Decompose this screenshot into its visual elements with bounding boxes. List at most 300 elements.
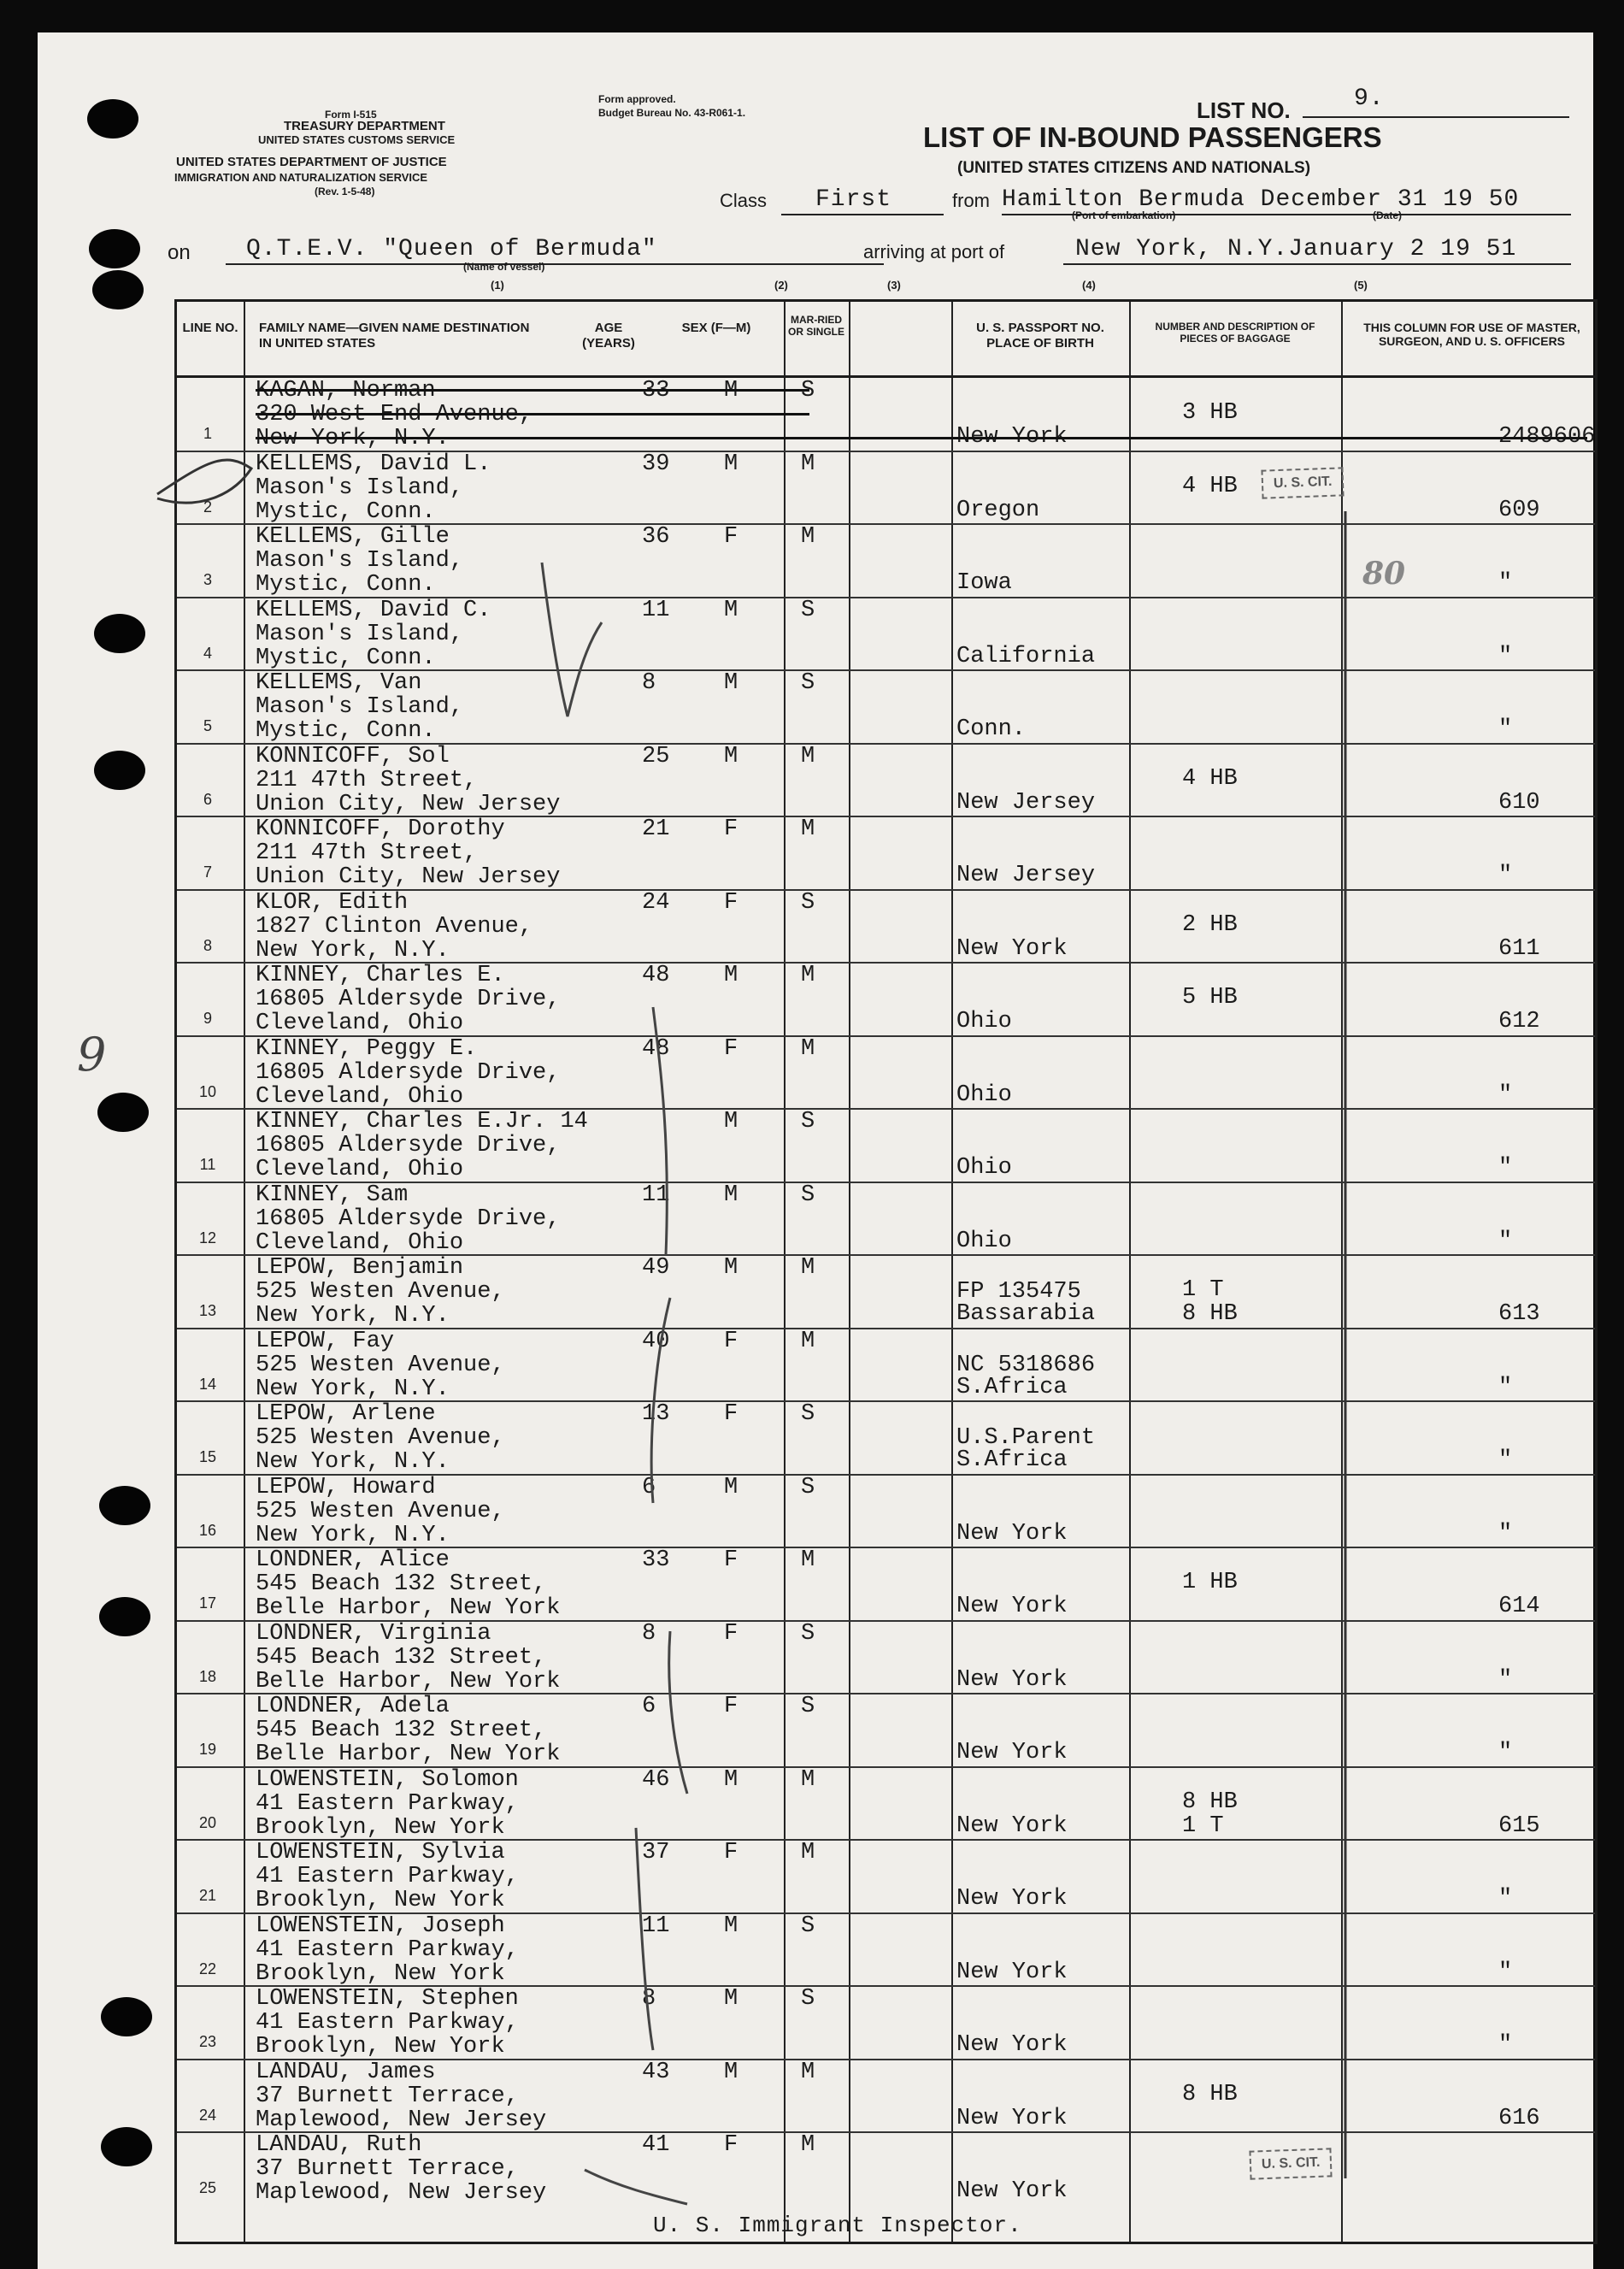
passenger-name: KINNEY, Charles E. [256,963,505,988]
officer-number: " [1498,1886,1513,1912]
row-divider [177,1474,1595,1476]
officer-bracket-line [1337,511,1354,2187]
place-of-birth: New York [956,2032,1068,2058]
line-number: 3 [203,571,212,588]
row-divider [177,523,1595,525]
col-num-5: (5) [1354,279,1368,292]
table-row [177,1839,1595,1912]
passenger-age: 24 [642,889,670,916]
passenger-sex: M [724,378,738,404]
passenger-sex: M [724,1766,738,1793]
passenger-sex: F [724,1840,738,1865]
class-value: First [815,186,892,213]
officer-number: 613 [1498,1301,1540,1327]
form-number: Form I-515 [325,109,377,121]
table-row [177,597,1595,669]
table-row [177,1693,1595,1765]
passenger-address: Mason's Island, [256,621,464,647]
passenger-city: Mystic, Conn. [256,498,436,525]
passenger-sex: F [724,889,738,916]
passenger-age: 13 [642,1401,670,1427]
row-divider [177,2131,1595,2133]
marital-status: M [801,963,815,988]
passenger-address: 37 Burnett Terrace, [256,2156,519,2182]
passenger-city: Brooklyn, New York [256,1888,505,1913]
passenger-age: 11 [642,597,670,623]
strike-through [256,413,809,415]
binder-hole [99,1486,150,1525]
officer-number: " [1498,1228,1513,1254]
binder-hole [94,751,145,790]
passenger-address: Mason's Island, [256,474,464,501]
place-of-birth: New York [956,1666,1068,1693]
passenger-city: Cleveland, Ohio [256,1011,464,1036]
row-divider [177,743,1595,745]
officer-number: 609 [1498,497,1540,523]
place-of-birth: New York [956,1594,1068,1619]
passenger-age: 6 [642,1694,656,1719]
line-number: 4 [203,644,212,662]
place-of-birth: S.Africa [956,1374,1068,1400]
binder-hole [89,229,140,268]
marital-status: M [801,816,815,842]
binder-hole [99,1597,150,1636]
table-row [177,1547,1595,1619]
row-divider [177,1182,1595,1183]
passenger-address: 525 Westen Avenue, [256,1279,505,1305]
passenger-sex: M [724,451,738,477]
table-row [177,2059,1595,2131]
table-row [177,1766,1595,1839]
passenger-address: 41 Eastern Parkway, [256,2010,519,2036]
passenger-city: New York, N.Y. [256,1449,450,1475]
justice-dept: UNITED STATES DEPARTMENT OF JUSTICE [176,155,447,169]
margin-note: 9 [77,1028,107,1081]
port-caption: (Port of embarkation) [1072,209,1176,221]
row-divider [177,1328,1595,1329]
line-number: 8 [203,936,212,954]
passenger-city: Belle Harbor, New York [256,1595,561,1621]
passenger-sex: F [724,1547,738,1573]
strike-through [256,389,809,392]
marital-status: M [801,2059,815,2085]
baggage-count: 2 HB [1182,911,1238,938]
line-number: 12 [198,1229,217,1246]
table-row [177,1254,1595,1327]
us-citizen-stamp: U. S. CIT. [1261,467,1345,498]
col-married: MAR-RIED OR SINGLE [787,314,844,338]
passenger-city: Cleveland, Ohio [256,1157,464,1182]
place-of-birth: S.Africa [956,1447,1068,1473]
row-divider [177,889,1595,891]
line-number: 5 [203,717,212,734]
passenger-address: 41 Eastern Parkway, [256,1936,519,1963]
passenger-city: Belle Harbor, New York [256,1742,561,1767]
passenger-city: Mystic, Conn. [256,572,436,598]
line-number: 17 [198,1594,217,1612]
marital-status: M [801,1840,815,1865]
passenger-address: 16805 Aldersyde Drive, [256,1133,561,1158]
place-of-birth: Ohio [956,1009,1012,1034]
row-divider [177,1547,1595,1548]
manifest-title: LIST OF IN-BOUND PASSENGERS [923,121,1382,153]
passenger-age: 33 [642,1547,670,1573]
officer-number: " [1498,1155,1513,1181]
officer-number: 610 [1498,789,1540,816]
passenger-name: KINNEY, Charles E.Jr. 14 [256,1109,588,1134]
passenger-city: Brooklyn, New York [256,1814,505,1841]
passenger-address: 37 Burnett Terrace, [256,2083,519,2109]
passenger-address: 545 Beach 132 Street, [256,1644,547,1671]
officer-number: " [1498,570,1513,596]
line-number: 2 [203,498,212,516]
row-divider [177,1108,1595,1110]
place-of-birth: California [956,643,1096,669]
row-divider [177,451,1595,452]
passenger-address: 211 47th Street, [256,840,478,866]
table-row [177,451,1595,523]
line-number: 10 [198,1082,217,1100]
officer-number: " [1498,1447,1513,1473]
passenger-sex: F [724,1694,738,1719]
row-divider [177,2059,1595,2060]
col-age: AGE (YEARS) [582,321,635,351]
col-num-4: (4) [1082,279,1096,292]
passenger-name: LONDNER, Virginia [256,1620,491,1647]
passenger-age: 11 [642,1182,670,1208]
baggage-count: 1 T [1182,1277,1224,1303]
table-row [177,1985,1595,2058]
row-divider [177,1400,1595,1402]
marital-status: M [801,524,815,550]
passenger-sex: M [724,1255,738,1281]
row-divider [177,669,1595,671]
table-row [177,889,1595,962]
officer-number: " [1498,2032,1513,2058]
customs-service: UNITED STATES CUSTOMS SERVICE [258,133,456,146]
passenger-sex: F [724,1620,738,1647]
place-of-birth: New York [956,1886,1068,1912]
passenger-name: KINNEY, Peggy E. [256,1035,478,1062]
passenger-sex: M [724,743,738,769]
passenger-city: Mystic, Conn. [256,645,436,671]
passenger-sex: F [724,1035,738,1062]
passenger-address: 211 47th Street, [256,767,478,793]
passenger-city: Mystic, Conn. [256,718,436,744]
class-label: Class [720,190,768,211]
passenger-age: 11 [642,1912,670,1939]
passenger-name: KELLEMS, David L. [256,451,491,477]
place-of-birth: New York [956,1520,1068,1547]
line-number: 18 [198,1667,217,1685]
place-of-birth: Ohio [956,1155,1012,1181]
passenger-age: 43 [642,2059,670,2085]
passenger-city: Brooklyn, New York [256,1960,505,1987]
passenger-sex: M [724,2059,738,2085]
marital-status: S [801,1401,815,1427]
manifest-page [38,32,1596,2269]
marital-status: M [801,451,815,477]
vessel-name: Q.T.E.V. "Queen of Bermuda" [246,236,657,262]
passenger-name: LEPOW, Howard [256,1474,436,1500]
table-row [177,816,1595,888]
passenger-name: LEPOW, Arlene [256,1401,436,1427]
officer-number: " [1498,1081,1513,1108]
officer-number: " [1498,716,1513,742]
passenger-address: 545 Beach 132 Street, [256,1718,547,1743]
manifest-subtitle: (UNITED STATES CITIZENS AND NATIONALS) [957,159,1311,177]
col-num-3: (3) [887,279,901,292]
passenger-address: 41 Eastern Parkway, [256,1790,519,1817]
from-label: from [952,190,990,211]
form-approved: Form approved. [598,93,676,105]
baggage-count: 4 HB [1182,765,1238,792]
passenger-address: 16805 Aldersyde Drive, [256,1059,561,1086]
passenger-age: 39 [642,451,670,477]
passenger-city: New York, N.Y. [256,937,450,964]
passenger-address: Mason's Island, [256,548,464,574]
marital-status: S [801,1694,815,1719]
passenger-name: LONDNER, Adela [256,1694,450,1719]
passenger-name: KELLEMS, Van [256,670,422,696]
table-row [177,2131,1595,2204]
us-citizen-stamp: U. S. CIT. [1249,2148,1333,2179]
line-number: 6 [203,790,212,808]
marital-status: M [801,2132,815,2158]
marital-status: M [801,1035,815,1062]
baggage-count: 8 HB [1182,2081,1238,2107]
passenger-address: 525 Westen Avenue, [256,1352,505,1378]
passport-number: U.S.Parent [956,1425,1096,1451]
col-officers: THIS COLUMN FOR USE OF MASTER, SURGEON, AND U. S. OFFICERS [1363,321,1580,348]
passenger-name: KLOR, Edith [256,889,409,916]
passenger-city: Maplewood, New Jersey [256,2107,547,2133]
table-row [177,743,1595,816]
officer-number: " [1498,863,1513,888]
on-label: on [168,241,191,264]
row-divider [177,1620,1595,1622]
line-number: 15 [198,1448,217,1465]
passenger-address: Mason's Island, [256,694,464,720]
place-of-birth: Oregon [956,497,1040,523]
passenger-age: 46 [642,1766,670,1793]
ins-service: IMMIGRATION AND NATURALIZATION SERVICE [174,171,428,184]
officer-number: " [1498,1959,1513,1985]
marital-status: S [801,378,815,404]
table-row [177,1912,1595,1985]
col-line: LINE NO. [182,321,238,335]
passenger-city: Cleveland, Ohio [256,1083,464,1110]
passenger-sex: M [724,1182,738,1208]
place-of-birth: New Jersey [956,863,1096,888]
vessel-underline [226,263,884,265]
row-divider [177,962,1595,964]
col-passport: U. S. PASSPORT NO. PLACE OF BIRTH [976,321,1104,351]
passenger-address: 16805 Aldersyde Drive, [256,1205,561,1232]
marital-status: S [801,1912,815,1939]
marital-status: M [801,1766,815,1793]
passenger-age: 49 [642,1255,670,1281]
marital-status: S [801,1986,815,2012]
passport-number: FP 135475 [956,1279,1081,1305]
passenger-sex: F [724,1328,738,1354]
officer-number: 614 [1498,1594,1540,1619]
budget-bureau: Budget Bureau No. 43-R061-1. [598,107,746,119]
passenger-sex: M [724,1986,738,2012]
marital-status: S [801,1109,815,1134]
table-row [177,1400,1595,1473]
passenger-sex: M [724,597,738,623]
marital-status: S [801,889,815,916]
line-number: 13 [198,1302,217,1319]
row-divider [177,1839,1595,1841]
line-number: 19 [198,1741,217,1758]
passenger-age: 36 [642,524,670,550]
passenger-age: 21 [642,816,670,842]
officer-number: 615 [1498,1812,1540,1839]
list-label: LIST NO. [1197,97,1291,123]
table-row [177,1035,1595,1108]
place-of-birth: Bassarabia [956,1301,1096,1327]
revision: (Rev. 1-5-48) [315,186,375,197]
marital-status: S [801,1620,815,1647]
passenger-name: LEPOW, Fay [256,1328,395,1354]
table-row [177,1182,1595,1254]
marital-status: M [801,1328,815,1354]
arriving-value: New York, N.Y.January 2 19 51 [1075,236,1517,262]
place-of-birth: Conn. [956,716,1027,742]
passenger-address: 320 West End Avenue, [256,402,533,427]
passenger-city: New York, N.Y. [256,426,450,451]
passenger-address: 1827 Clinton Avenue, [256,913,533,940]
baggage-count: 4 HB [1182,473,1238,499]
place-of-birth: Iowa [956,570,1012,596]
passenger-address: 16805 Aldersyde Drive, [256,987,561,1012]
col-name: FAMILY NAME—GIVEN NAME DESTINATION IN UNITED STATES [259,321,530,351]
line-number: 24 [198,2106,217,2124]
passenger-address: 41 Eastern Parkway, [256,1864,519,1889]
marital-status: S [801,670,815,696]
passenger-name: KELLEMS, Gille [256,524,450,550]
marital-status: M [801,1255,815,1281]
row-divider [177,1985,1595,1987]
marital-status: M [801,1547,815,1573]
passenger-address: 525 Westen Avenue, [256,1425,505,1451]
passenger-name: LOWENSTEIN, Joseph [256,1912,505,1939]
table-row [177,1474,1595,1547]
binder-hole [94,614,145,653]
col-sex: SEX (F—M) [681,321,751,335]
passenger-name: LONDNER, Alice [256,1547,450,1573]
marital-status: S [801,1182,815,1208]
row-divider [177,1693,1595,1694]
place-of-birth: Ohio [956,1081,1012,1108]
list-number: 9. [1354,85,1385,112]
passenger-name: LEPOW, Benjamin [256,1255,464,1281]
passenger-sex: F [724,2132,738,2158]
binder-hole [101,2127,152,2166]
row-divider [177,1912,1595,1914]
passenger-city: Belle Harbor, New York [256,1668,561,1694]
marital-status: S [801,597,815,623]
passenger-sex: F [724,524,738,550]
passport-number: NC 5318686 [956,1352,1096,1378]
officer-number: 616 [1498,2105,1540,2131]
place-of-birth: New York [956,2178,1068,2204]
col-baggage: NUMBER AND DESCRIPTION OF PIECES OF BAGGAGE [1155,321,1315,345]
treasury-dept: TREASURY DEPARTMENT [284,119,445,133]
strike-through [256,437,1587,439]
passenger-age: 25 [642,743,670,769]
passenger-sex: M [724,1912,738,1939]
passenger-city: Cleveland, Ohio [256,1229,464,1256]
passenger-name: KAGAN, Norman [256,378,436,404]
officer-number: 611 [1498,935,1540,962]
passenger-age: 8 [642,1620,656,1647]
inspector-signature-line: U. S. Immigrant Inspector. [653,2213,1022,2238]
table-row [177,1620,1595,1693]
passenger-sex: F [724,1401,738,1427]
place-of-birth: New York [956,1812,1068,1839]
line-number: 22 [198,1960,217,1977]
passenger-sex: M [724,670,738,696]
passenger-sex: F [724,816,738,842]
row-divider [177,816,1595,817]
line-number: 20 [198,1813,217,1831]
passenger-sex: M [724,1474,738,1500]
officer-number: " [1498,1740,1513,1765]
passenger-name: LANDAU, James [256,2059,436,2085]
row-divider [177,1766,1595,1768]
line-number: 11 [199,1156,216,1173]
passenger-age: 41 [642,2132,670,2158]
place-of-birth: New York [956,2105,1068,2131]
table-row [177,377,1595,450]
line-number: 21 [198,1887,217,1904]
binder-hole [92,270,144,309]
arriving-underline [1063,263,1571,265]
line-number: 1 [203,425,212,442]
passenger-name: LOWENSTEIN, Solomon [256,1766,519,1793]
officer-number: " [1498,643,1513,669]
passenger-city: New York, N.Y. [256,1376,450,1402]
table-row [177,1108,1595,1181]
passenger-name: KELLEMS, David C. [256,597,491,623]
baggage-count: 3 HB [1182,400,1238,426]
officer-number: " [1498,1666,1513,1693]
list-underline [1303,116,1569,118]
baggage-count: 1 HB [1182,1570,1238,1595]
passenger-name: LANDAU, Ruth [256,2132,422,2158]
marital-status: S [801,1474,815,1500]
passenger-age: 40 [642,1328,670,1354]
baggage-count-extra: 1 T [1182,1812,1224,1839]
line-number: 16 [198,1521,217,1539]
place-of-birth: New Jersey [956,789,1096,816]
place-of-birth: New York [956,424,1068,450]
col-num-1: (1) [491,279,504,292]
row-divider [177,597,1595,598]
col-num-2: (2) [774,279,788,292]
place-of-birth: New York [956,935,1068,962]
binder-hole [97,1093,149,1132]
place-of-birth: New York [956,1959,1068,1985]
passenger-name: KONNICOFF, Sol [256,743,450,769]
passenger-city: Union City, New Jersey [256,864,561,890]
line-number: 23 [198,2033,217,2050]
table-row [177,962,1595,1034]
baggage-count: 8 HB [1182,1789,1238,1815]
